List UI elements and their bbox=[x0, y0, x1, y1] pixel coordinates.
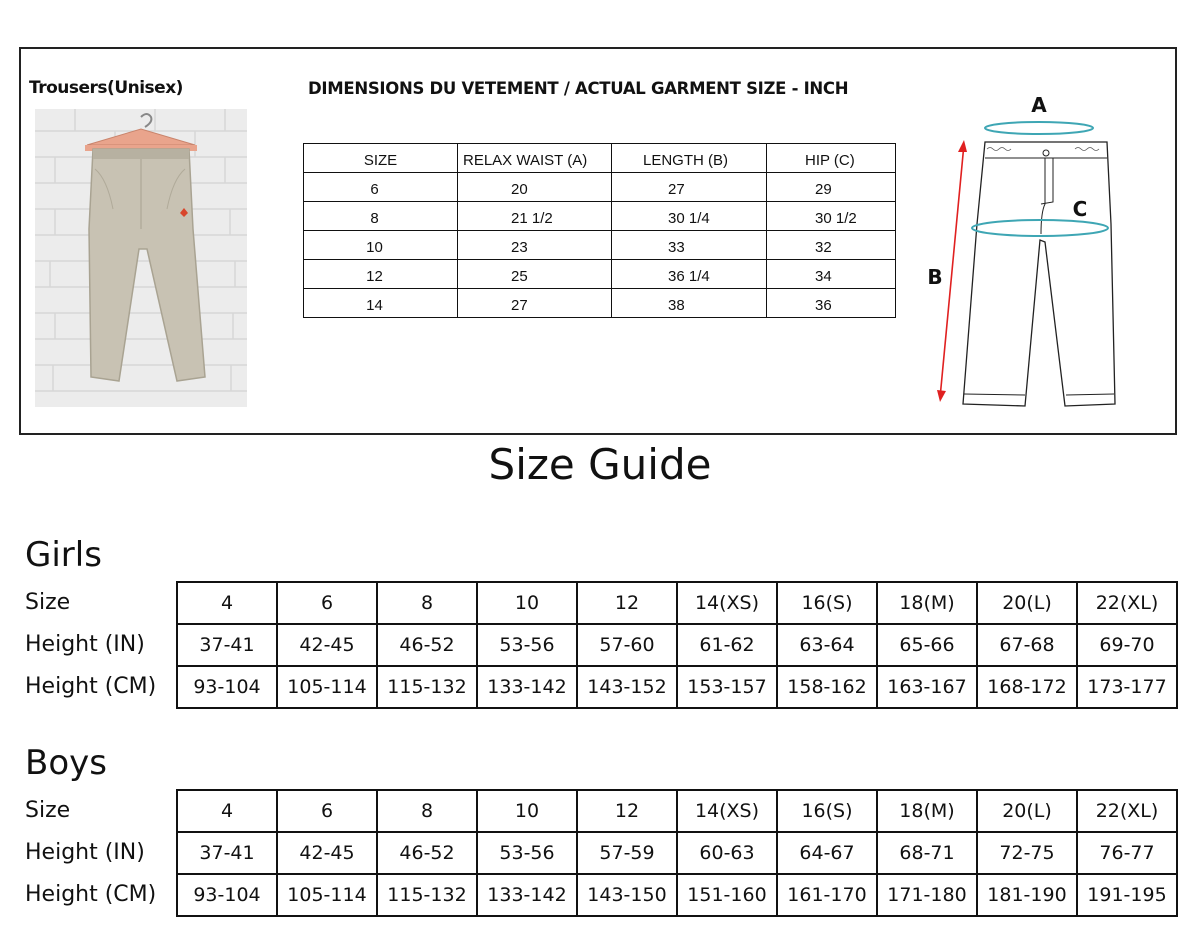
table-cell: 133-142 bbox=[477, 666, 577, 708]
table-cell: 63-64 bbox=[777, 624, 877, 666]
table-cell: 6 bbox=[277, 790, 377, 832]
boys-size-table bbox=[176, 789, 1178, 917]
diagram-label-a: A bbox=[1031, 93, 1047, 117]
table-cell: 115-132 bbox=[377, 666, 477, 708]
table-cell: 14(XS) bbox=[677, 790, 777, 832]
table-cell: 42-45 bbox=[277, 832, 377, 874]
row-label-height-in: Height (IN) bbox=[25, 840, 145, 865]
girls-size-table bbox=[176, 581, 1178, 709]
table-cell: 8 bbox=[377, 790, 477, 832]
table-cell: 36 1/4 bbox=[668, 268, 710, 285]
waist-ellipse bbox=[985, 122, 1093, 134]
table-cell: 64-67 bbox=[777, 832, 877, 874]
table-cell: 37-41 bbox=[177, 624, 277, 666]
table-row bbox=[304, 260, 896, 289]
table-cell: 33 bbox=[668, 239, 685, 256]
table-cell: 153-157 bbox=[677, 666, 777, 708]
table-cell: 143-150 bbox=[577, 874, 677, 916]
table-header-row bbox=[304, 144, 896, 173]
row-label-size: Size bbox=[25, 590, 71, 615]
table-cell: 10 bbox=[477, 790, 577, 832]
table-cell: 163-167 bbox=[877, 666, 977, 708]
table-cell: 173-177 bbox=[1077, 666, 1177, 708]
table-cell: 29 bbox=[815, 181, 832, 198]
table-cell: 6 bbox=[370, 181, 379, 198]
table-cell: 10 bbox=[477, 582, 577, 624]
table-cell: 18(M) bbox=[877, 582, 977, 624]
table-cell: 20(L) bbox=[977, 582, 1077, 624]
boys-title: Boys bbox=[25, 743, 107, 783]
table-row bbox=[304, 231, 896, 260]
table-cell: 57-60 bbox=[577, 624, 677, 666]
height-cm-row bbox=[177, 666, 1177, 708]
table-cell: 4 bbox=[177, 582, 277, 624]
table-cell: 46-52 bbox=[377, 624, 477, 666]
height-in-row bbox=[177, 832, 1177, 874]
size-row bbox=[177, 582, 1177, 624]
table-cell: 16(S) bbox=[777, 582, 877, 624]
table-cell: 12 bbox=[577, 582, 677, 624]
diagram-label-b: B bbox=[927, 265, 943, 289]
table-header-cell: RELAX WAIST (A) bbox=[463, 152, 588, 169]
table-cell: 181-190 bbox=[977, 874, 1077, 916]
table-cell: 168-172 bbox=[977, 666, 1077, 708]
height-cm-row bbox=[177, 874, 1177, 916]
table-cell: 14(XS) bbox=[677, 582, 777, 624]
table-cell: 191-195 bbox=[1077, 874, 1177, 916]
table-cell: 67-68 bbox=[977, 624, 1077, 666]
table-cell: 18(M) bbox=[877, 790, 977, 832]
table-cell: 53-56 bbox=[477, 624, 577, 666]
table-cell: 27 bbox=[668, 181, 685, 198]
garment-dimensions-table bbox=[303, 143, 896, 318]
diagram-label-c: C bbox=[1072, 197, 1088, 221]
row-label-height-cm: Height (CM) bbox=[25, 674, 157, 699]
table-cell: 72-75 bbox=[977, 832, 1077, 874]
table-cell: 10 bbox=[366, 239, 383, 256]
table-cell: 93-104 bbox=[177, 874, 277, 916]
table-cell: 46-52 bbox=[377, 832, 477, 874]
table-cell: 158-162 bbox=[777, 666, 877, 708]
table-cell: 69-70 bbox=[1077, 624, 1177, 666]
dimensions-title: DIMENSIONS DU VETEMENT / ACTUAL GARMENT SIZE - INCH bbox=[308, 79, 849, 98]
table-cell: 30 1/4 bbox=[668, 210, 710, 227]
table-cell: 53-56 bbox=[477, 832, 577, 874]
table-row bbox=[304, 202, 896, 231]
table-cell: 27 bbox=[511, 297, 528, 314]
table-cell: 38 bbox=[668, 297, 685, 314]
table-cell: 8 bbox=[370, 210, 379, 227]
table-cell: 8 bbox=[377, 582, 477, 624]
table-cell: 22(XL) bbox=[1077, 582, 1177, 624]
table-cell: 151-160 bbox=[677, 874, 777, 916]
table-cell: 76-77 bbox=[1077, 832, 1177, 874]
table-cell: 105-114 bbox=[277, 874, 377, 916]
row-label-height-cm: Height (CM) bbox=[25, 882, 157, 907]
table-cell: 23 bbox=[511, 239, 528, 256]
table-cell: 171-180 bbox=[877, 874, 977, 916]
table-cell: 20 bbox=[511, 181, 528, 198]
table-cell: 105-114 bbox=[277, 666, 377, 708]
table-cell: 68-71 bbox=[877, 832, 977, 874]
girls-title: Girls bbox=[25, 535, 102, 575]
table-cell: 14 bbox=[366, 297, 383, 314]
table-cell: 30 1/2 bbox=[815, 210, 857, 227]
table-cell: 42-45 bbox=[277, 624, 377, 666]
table-header-cell: HIP (C) bbox=[805, 152, 855, 169]
table-cell: 37-41 bbox=[177, 832, 277, 874]
length-arrow bbox=[940, 144, 964, 398]
measurement-diagram bbox=[925, 92, 1125, 412]
table-cell: 57-59 bbox=[577, 832, 677, 874]
table-cell: 20(L) bbox=[977, 790, 1077, 832]
table-header-cell: LENGTH (B) bbox=[643, 152, 729, 169]
table-cell: 133-142 bbox=[477, 874, 577, 916]
table-row bbox=[304, 289, 896, 318]
height-in-row bbox=[177, 624, 1177, 666]
table-cell: 143-152 bbox=[577, 666, 677, 708]
table-cell: 22(XL) bbox=[1077, 790, 1177, 832]
table-cell: 16(S) bbox=[777, 790, 877, 832]
table-cell: 6 bbox=[277, 582, 377, 624]
table-cell: 25 bbox=[511, 268, 528, 285]
product-photo bbox=[35, 109, 247, 407]
product-title: Trousers(Unisex) bbox=[29, 78, 183, 98]
trousers-outline-icon bbox=[963, 142, 1115, 406]
table-row bbox=[304, 173, 896, 202]
table-cell: 93-104 bbox=[177, 666, 277, 708]
table-cell: 115-132 bbox=[377, 874, 477, 916]
table-cell: 161-170 bbox=[777, 874, 877, 916]
table-cell: 65-66 bbox=[877, 624, 977, 666]
table-cell: 60-63 bbox=[677, 832, 777, 874]
size-row bbox=[177, 790, 1177, 832]
table-cell: 4 bbox=[177, 790, 277, 832]
row-label-height-in: Height (IN) bbox=[25, 632, 145, 657]
row-label-size: Size bbox=[25, 798, 71, 823]
table-cell: 21 1/2 bbox=[511, 210, 553, 227]
size-guide-title: Size Guide bbox=[488, 440, 712, 489]
table-cell: 12 bbox=[366, 268, 383, 285]
table-cell: 12 bbox=[577, 790, 677, 832]
table-cell: 61-62 bbox=[677, 624, 777, 666]
table-cell: 34 bbox=[815, 268, 832, 285]
table-cell: 32 bbox=[815, 239, 832, 256]
table-cell: 36 bbox=[815, 297, 832, 314]
table-header-cell: SIZE bbox=[363, 152, 398, 169]
